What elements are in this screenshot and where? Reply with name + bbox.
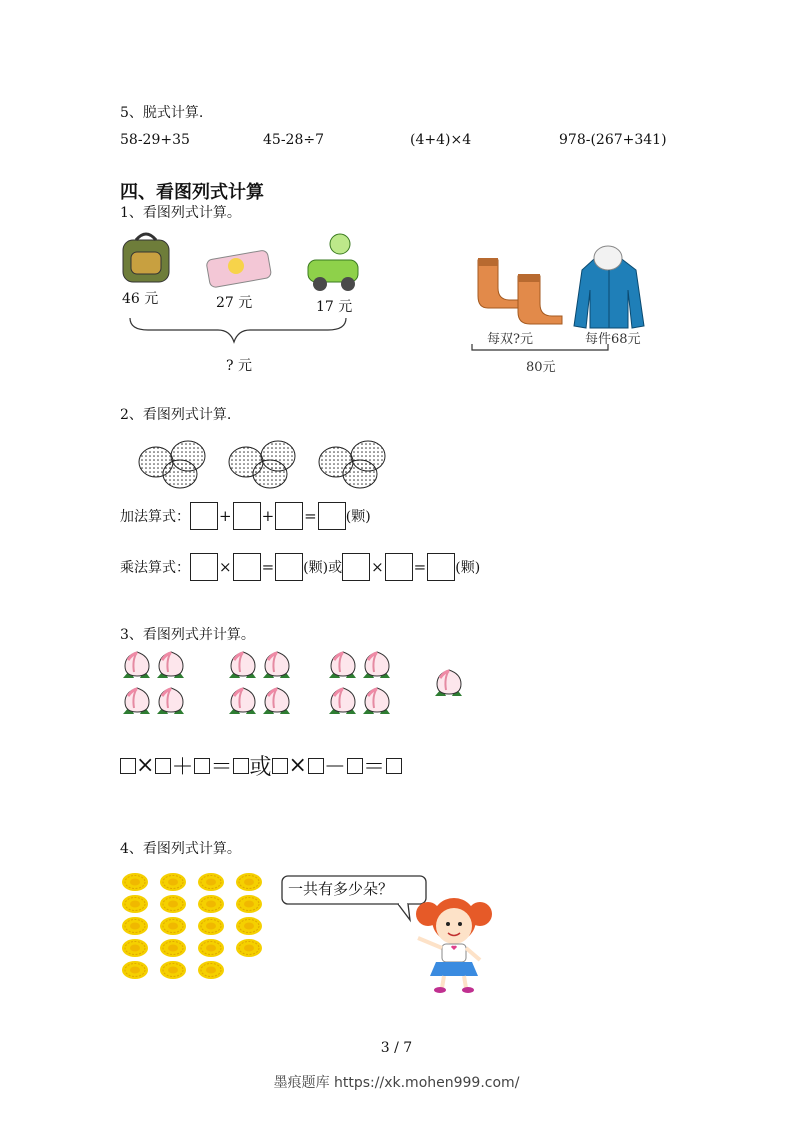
answer-box[interactable] [233, 502, 261, 530]
answer-box[interactable] [120, 758, 136, 774]
socks-icon [478, 258, 562, 324]
times-sign: × [371, 558, 384, 576]
answer-box[interactable] [272, 758, 288, 774]
price-toy-car: 17 元 [316, 299, 353, 315]
q3-equation-row [120, 750, 402, 781]
or-label: 或 [249, 755, 273, 780]
equals-sign: = [261, 558, 275, 576]
q5-title: 5、脱式计算. [120, 105, 204, 121]
answer-box[interactable] [308, 758, 324, 774]
q2-title: 2、看图列式计算. [120, 407, 232, 423]
q5-expr-4: 978-(267+341) [559, 132, 667, 148]
q1-socks-coat-figure [468, 240, 653, 368]
answer-box[interactable] [194, 758, 210, 774]
peach-group-1-icon [123, 652, 184, 714]
peach-group-2-icon [229, 652, 290, 714]
answer-box[interactable] [385, 553, 413, 581]
answer-box[interactable] [427, 553, 455, 581]
q1-question: ? 元 [226, 358, 252, 374]
answer-box[interactable] [347, 758, 363, 774]
flowers-grid-icon [122, 873, 262, 979]
price-backpack: 46 元 [122, 291, 159, 307]
answer-box[interactable] [233, 758, 249, 774]
plus-sign: + [261, 507, 275, 525]
socks-price-label: 每双?元 [487, 332, 533, 347]
toy-car-icon [308, 234, 358, 291]
equals-sign: = [413, 558, 427, 576]
section-heading: 四、看图列式计算 [120, 182, 264, 203]
answer-box[interactable] [386, 758, 402, 774]
peach-group-3-icon [329, 652, 390, 714]
q3-title: 3、看图列式并计算。 [120, 627, 255, 643]
coat-icon [574, 246, 644, 328]
backpack-icon [123, 234, 169, 282]
times-sign: × [136, 753, 156, 778]
speech-bubble-text: 一共有多少朵？ [288, 880, 394, 898]
plus-sign: + [219, 507, 232, 525]
q5-expr-1: 58-29+35 [120, 132, 190, 148]
pencil-box-icon [206, 250, 272, 288]
answer-box[interactable] [275, 553, 303, 581]
addition-equation-row [120, 502, 371, 530]
unit-label: (颗) [303, 560, 329, 576]
strawberry-group-1-icon [139, 441, 205, 488]
strawberries-figure [136, 434, 402, 492]
unit-label: (颗) [455, 560, 481, 576]
times-sign: × [288, 753, 308, 778]
multiplication-equation-row [120, 553, 480, 581]
answer-box[interactable] [155, 758, 171, 774]
strawberry-group-2-icon [229, 441, 295, 488]
socks-coat-total-label: 80元 [526, 360, 556, 375]
q1-title: 1、看图列式计算。 [120, 205, 241, 221]
page-number: 3 / 7 [380, 1040, 413, 1056]
price-pencil-box: 27 元 [216, 295, 253, 311]
watermark-text: 墨痕题库 https://xk.mohen999.com/ [273, 1075, 520, 1091]
peaches-figure [118, 648, 478, 722]
multiplication-label: 乘法算式： [120, 560, 190, 576]
answer-box[interactable] [190, 502, 218, 530]
plus-sign: ＋ [171, 755, 195, 780]
or-label: 或 [328, 560, 343, 576]
strawberry-group-3-icon [319, 441, 385, 488]
unit-label: (颗) [345, 509, 371, 525]
answer-box[interactable] [233, 553, 261, 581]
minus-sign: － [323, 755, 347, 780]
equals-sign: = [304, 507, 317, 525]
q5-expr-2: 45-28÷7 [263, 132, 324, 148]
answer-box[interactable] [342, 553, 370, 581]
q4-title: 4、看图列式计算。 [120, 841, 241, 857]
q5-expr-3: (4+4)×4 [410, 132, 472, 148]
girl-icon [416, 898, 492, 993]
answer-box[interactable] [318, 502, 346, 530]
answer-box[interactable] [190, 553, 218, 581]
equals-sign: ＝ [362, 755, 386, 780]
answer-box[interactable] [275, 502, 303, 530]
equals-sign: ＝ [210, 755, 234, 780]
addition-label: 加法算式： [120, 509, 190, 525]
times-sign: × [219, 558, 232, 576]
single-peach-icon [435, 670, 462, 696]
coat-price-label: 每件68元 [585, 332, 641, 347]
